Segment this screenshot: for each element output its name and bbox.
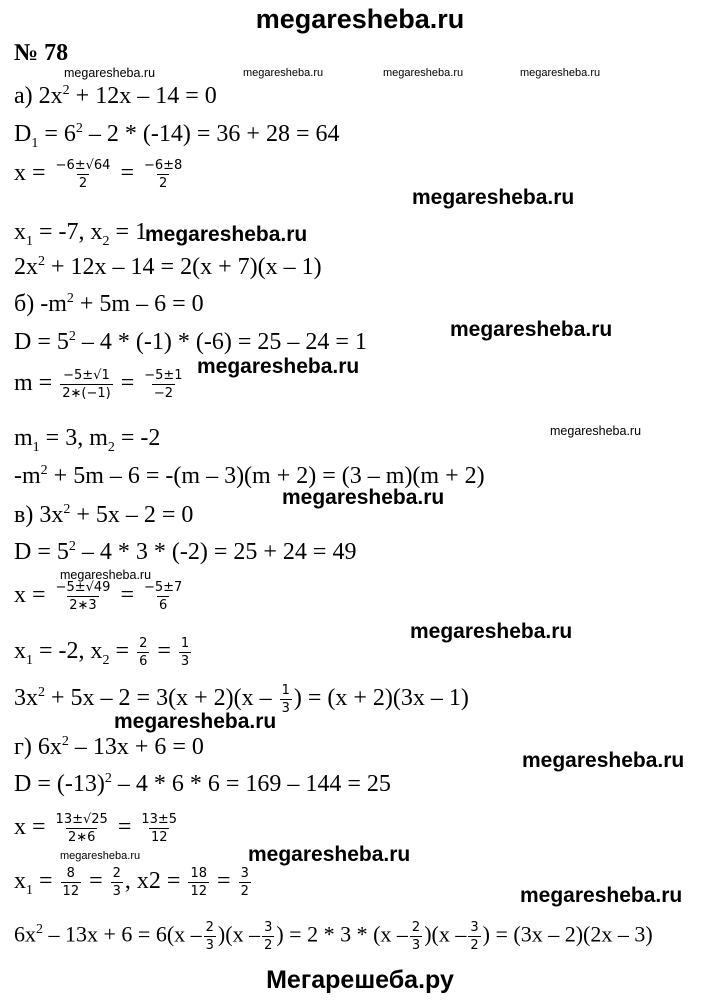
equation-a: а) $2x^2 + 12x - 14 = 0$ bbox=[14, 83, 217, 109]
watermark: megaresheba.ru bbox=[197, 355, 360, 378]
factorization-a: $2x^2 + 12x - 14 = 2(x + 7)(x - 1)$ bbox=[14, 254, 322, 280]
watermark: megaresheba.ru bbox=[248, 843, 411, 866]
watermark: megaresheba.ru bbox=[145, 223, 308, 246]
task-number: № 78 bbox=[14, 40, 69, 66]
watermark: megaresheba.ru bbox=[412, 186, 575, 209]
equation-b: б) $-m^2 + 5m - 6 = 0$ bbox=[14, 291, 204, 317]
watermark: megaresheba.ru bbox=[520, 67, 601, 79]
watermark: megaresheba.ru bbox=[550, 424, 642, 438]
watermark: megaresheba.ru bbox=[410, 620, 573, 643]
watermark: megaresheba.ru bbox=[522, 749, 685, 772]
watermark: megaresheba.ru bbox=[450, 318, 613, 341]
watermark: megaresheba.ru bbox=[60, 568, 152, 582]
solution-formula-d: x = $\frac{13\pm√25}{2∗6}$ = $\frac{13\pm 5}{12}$ bbox=[14, 812, 178, 845]
discriminant-c: $D = 5^2 - 4 * 3 * (-2) = 25 + 24 = 49$ bbox=[14, 539, 357, 565]
watermark: megaresheba.ru bbox=[64, 66, 156, 80]
watermark: megaresheba.ru bbox=[383, 67, 464, 79]
watermark: megaresheba.ru bbox=[520, 884, 683, 907]
discriminant-d: $D = (-13)^2 - 4 * 6 * 6 = 169 - 144 = 25$ bbox=[14, 771, 391, 797]
watermark: megaresheba.ru bbox=[60, 850, 141, 862]
roots-b: $m_1 = 3$, $m_2 = -2$ bbox=[14, 425, 161, 455]
factorization-b: $-m^2 + 5m - 6 = -(m - 3)(m + 2) = (3 - m)(m + 2)$ bbox=[14, 463, 485, 489]
discriminant-a: $D_1 = 6^2 - 2 * (-14) = 36 + 28 = 64$ bbox=[14, 121, 340, 151]
roots-c: $x_1 = -2$, $x_2$ = $\frac{2}{6}$ = $\frac{1}{3}$ bbox=[14, 636, 190, 669]
discriminant-b: $D = 5^2 - 4 * (-1) * (-6) = 25 - 24 = 1$ bbox=[14, 329, 367, 355]
site-title-top: megaresheba.ru bbox=[255, 4, 465, 34]
watermark: megaresheba.ru bbox=[243, 67, 324, 79]
solution-formula-b: m = $\frac{-5\pm√1}{2∗(-1)}$ = $\frac{-5\pm 1}{-2}$ bbox=[14, 368, 183, 401]
watermark: megaresheba.ru bbox=[282, 486, 445, 509]
roots-a: $x_1 = -7$, $x_2 = 1$ bbox=[14, 219, 148, 249]
solution-formula-c: x = $\frac{-5\pm√49}{2∗3}$ = $\frac{-5\pm 7}{6}$ bbox=[14, 580, 183, 613]
equation-c: в) $3x^2 + 5x - 2 = 0$ bbox=[14, 502, 194, 528]
factorization-d: $6x^2 - 13x + 6 = 6(x$ – $\frac{2}{3}$ )(x – $\frac{3}{2}$ ) = 2 * 3 * (x – $\frac{2}{3}$ )(x – $\frac{3}{2}$ ) = (3x – 2)(2x – 3) bbox=[14, 920, 653, 953]
equation-d: г) $6x^2 - 13x + 6 = 0$ bbox=[14, 734, 204, 760]
site-title-bottom: Мегарешеба.ру bbox=[266, 966, 454, 994]
factorization-c: $3x^2 + 5x - 2 = 3(x + 2)(x$ – $\frac{1}{3}$ ) = (x + 2)(3x – 1) bbox=[14, 683, 469, 716]
watermark: megaresheba.ru bbox=[114, 710, 277, 733]
solution-formula-a: x = $\frac{-6\pm√64}{2}$ = $\frac{-6\pm 8}{2}$ bbox=[14, 158, 183, 191]
roots-d: $x_1$ = $\frac{8}{12}$ = $\frac{2}{3}$ , x2 = $\frac{18}{12}$ = $\frac{3}{2}$ bbox=[14, 866, 249, 899]
